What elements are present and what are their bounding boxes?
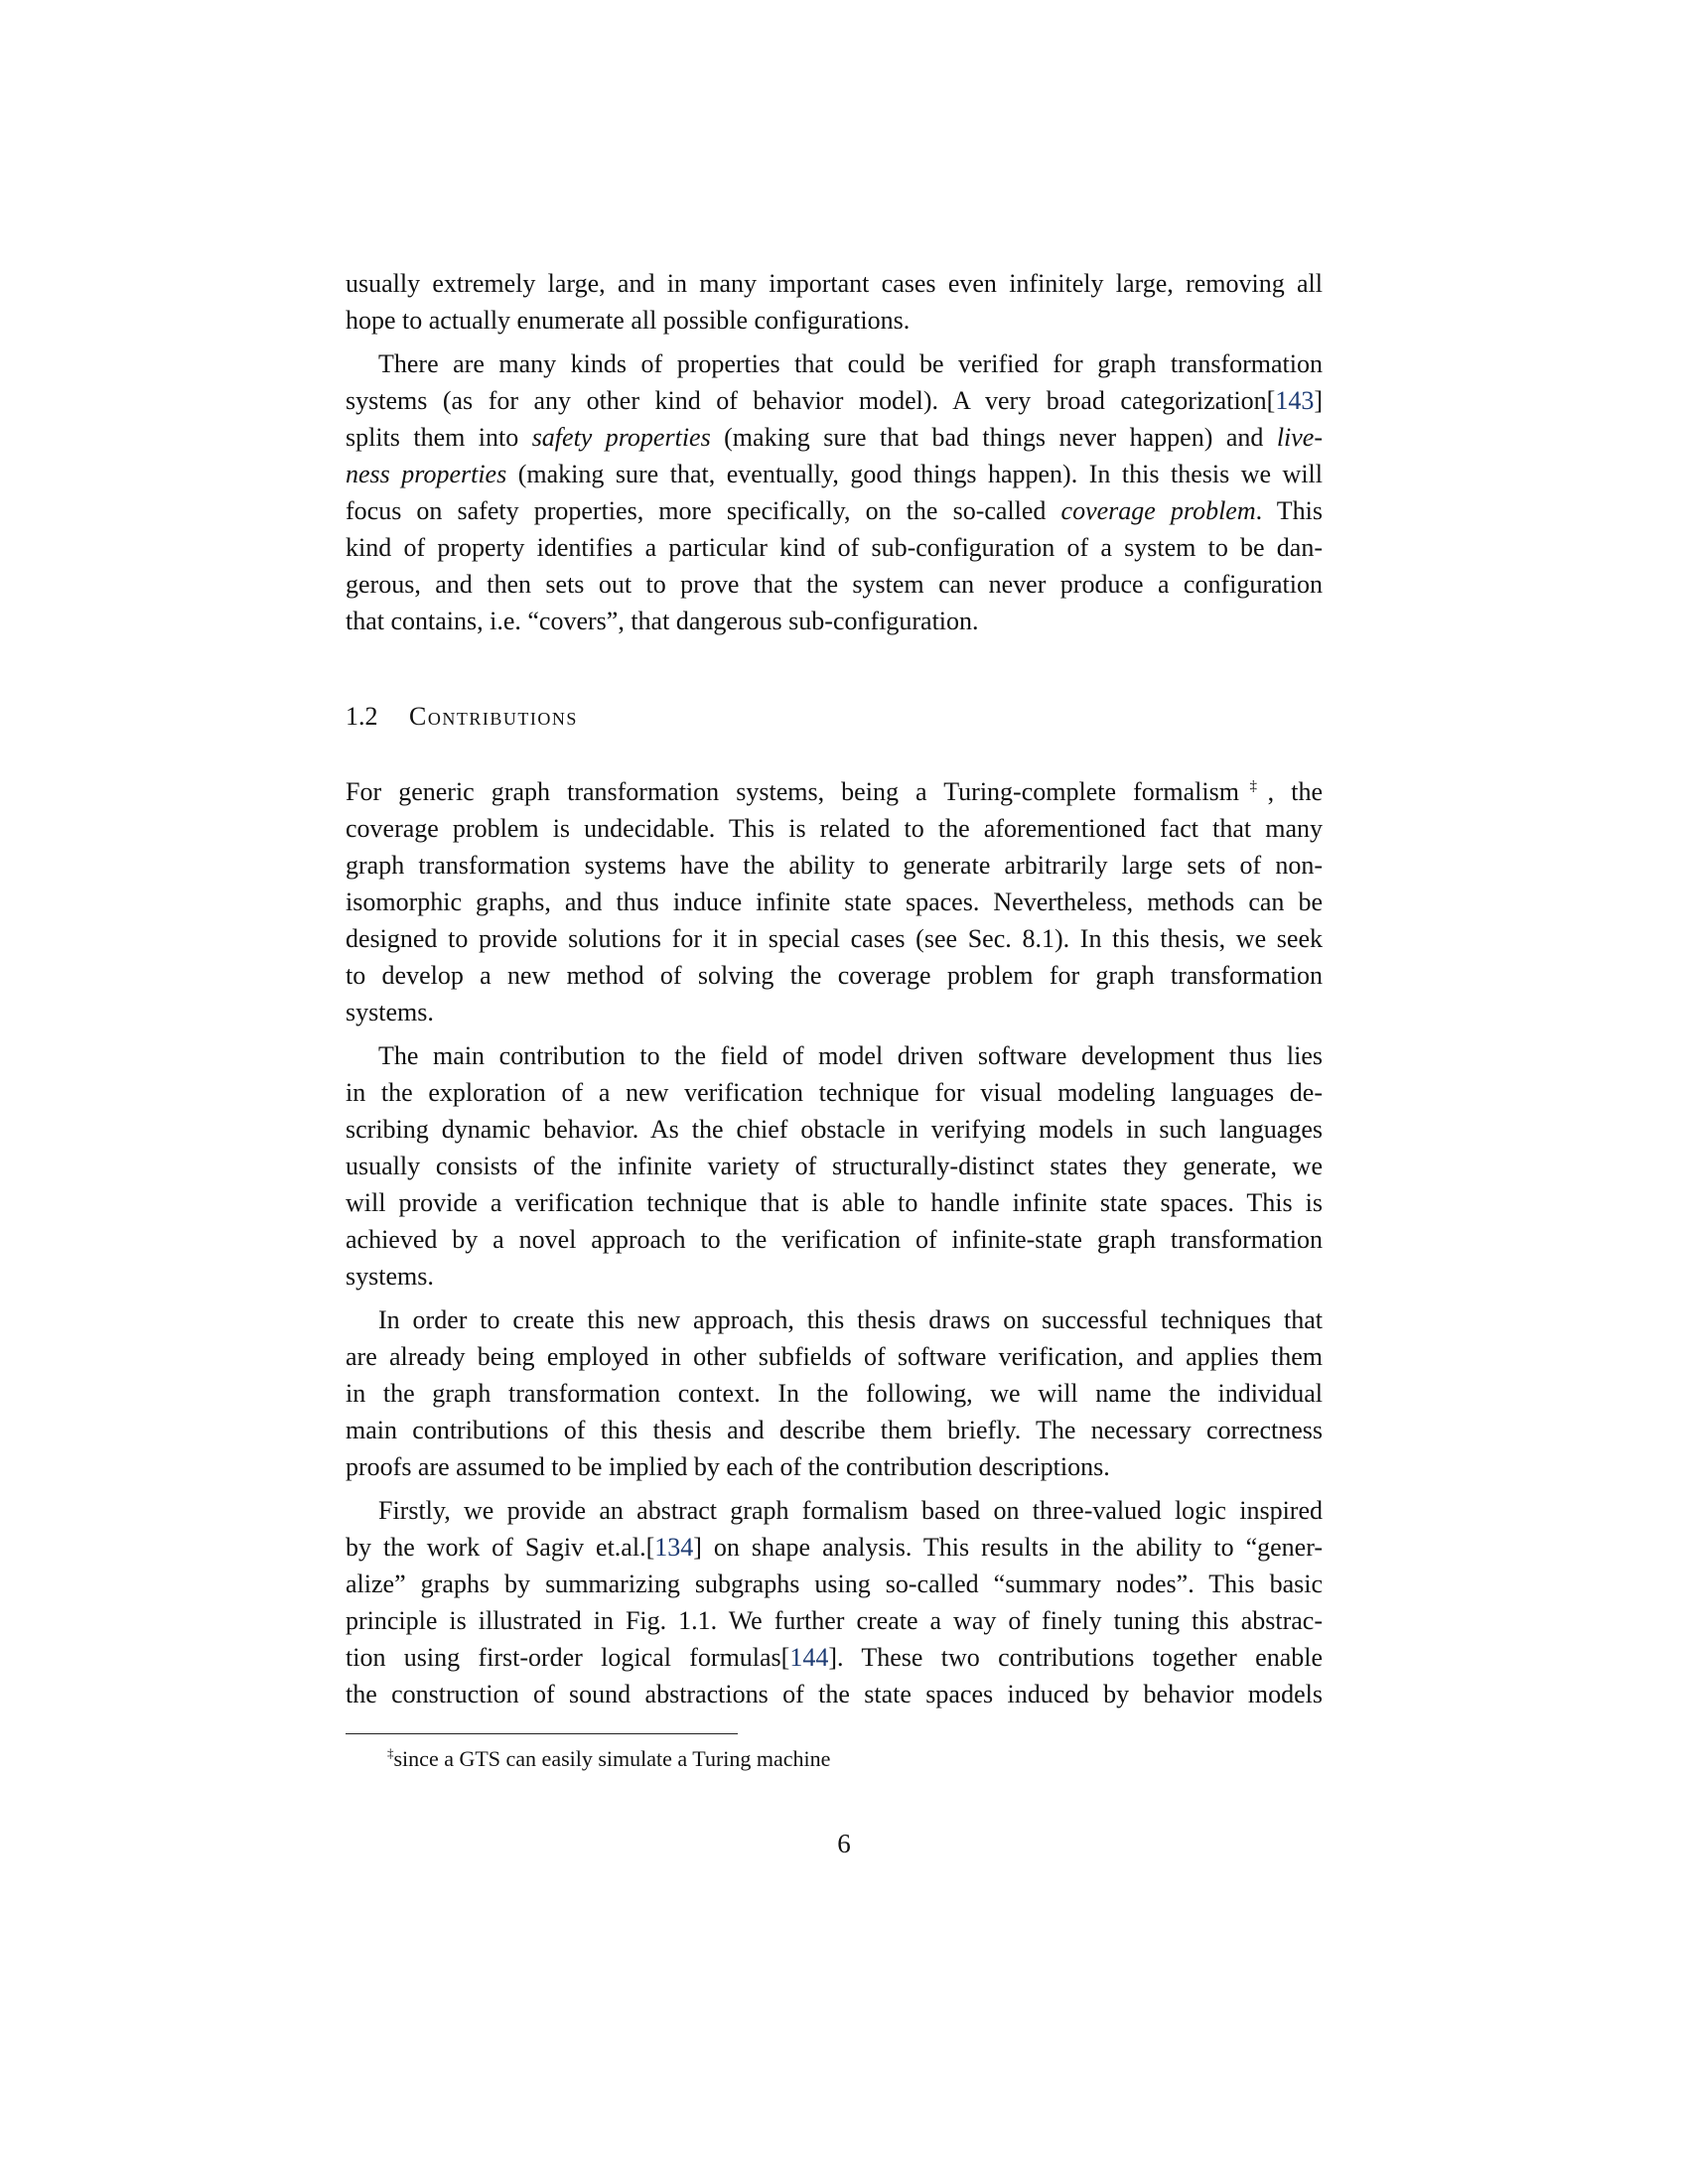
text-line — [346, 603, 1323, 639]
text-run: graph transformation systems have the ability to generate arbitrarily large sets of non- — [346, 851, 1323, 880]
text-line — [346, 1412, 1323, 1448]
text-run: in the graph transformation context. In the following, we will name the individual — [346, 1379, 1323, 1408]
text-run: systems. — [346, 1262, 434, 1291]
text-run: For generic graph transformation systems, being a Turing-complete formalism — [346, 777, 1239, 806]
text-run: (making sure that bad things never happen) and — [710, 423, 1277, 452]
body-text-top — [346, 265, 1323, 639]
text-run: . This — [1255, 496, 1323, 525]
citation-link[interactable]: 144 — [789, 1643, 829, 1672]
text-line — [346, 1676, 1323, 1712]
emphasis: live- — [1276, 423, 1323, 452]
text-run: ] — [1314, 386, 1323, 415]
text-run: usually extremely large, and in many important cases even infinitely large, removing all — [346, 269, 1323, 298]
text-line — [346, 773, 1323, 810]
text-run: splits them into — [346, 423, 532, 452]
text-line — [346, 302, 1323, 339]
citation-link[interactable]: 134 — [654, 1533, 694, 1562]
text-run: by the work of Sagiv et.al.[ — [346, 1533, 655, 1562]
text-line — [346, 1221, 1323, 1258]
text-run: (making sure that, eventually, good things happen). In this thesis we will — [506, 460, 1323, 488]
text-run: ] on shape analysis. This results in the ability to “gener- — [693, 1533, 1323, 1562]
text-line — [346, 492, 1323, 529]
text-line — [346, 566, 1323, 603]
paragraph — [346, 773, 1323, 1030]
text-run: principle is illustrated in Fig. 1.1. We further create a way of finely tuning this abstrac- — [346, 1606, 1323, 1635]
text-run: There are many kinds of properties that could be verified for graph transformation — [378, 349, 1323, 378]
text-line — [346, 884, 1323, 920]
citation-link[interactable]: 143 — [1275, 386, 1315, 415]
text-run: focus on safety properties, more specifically, on the so-called — [346, 496, 1061, 525]
text-line — [346, 1602, 1323, 1639]
text-run: achieved by a novel approach to the verification of infinite-state graph transformation — [346, 1225, 1323, 1254]
text-run: will provide a verification technique that is able to handle infinite state spaces. This is — [346, 1188, 1323, 1217]
section-heading — [346, 698, 578, 735]
text-line — [346, 1037, 1323, 1074]
text-run: isomorphic graphs, and thus induce infinite state spaces. Nevertheless, methods can be — [346, 887, 1323, 916]
text-line — [346, 1184, 1323, 1221]
text-run: scribing dynamic behavior. As the chief obstacle in verifying models in such languages — [346, 1115, 1323, 1144]
text-run: proofs are assumed to be implied by each of the contribution descriptions. — [346, 1452, 1110, 1481]
text-line — [346, 1148, 1323, 1184]
text-run: are already being employed in other subfields of software verification, and applies them — [346, 1342, 1323, 1371]
text-line — [346, 1375, 1323, 1412]
text-line — [346, 810, 1323, 847]
text-run: main contributions of this thesis and describe them briefly. The necessary correctness — [346, 1416, 1323, 1444]
text-run: coverage problem is undecidable. This is related to the aforementioned fact that many — [346, 814, 1323, 843]
text-line — [346, 994, 1323, 1030]
text-run: ]. These two contributions together enable — [828, 1643, 1323, 1672]
text-line — [346, 1074, 1323, 1111]
text-line — [346, 1566, 1323, 1602]
text-run: in the exploration of a new verification technique for visual modeling languages de- — [346, 1078, 1323, 1107]
text-run: , the — [1267, 777, 1324, 806]
text-line — [346, 957, 1323, 994]
text-line — [346, 1111, 1323, 1148]
footnote-mark: ‡ — [387, 1745, 394, 1760]
section-title: Contributions — [409, 702, 578, 731]
text-run: to develop a new method of solving the coverage problem for graph transformation — [346, 961, 1323, 990]
text-run: systems. — [346, 998, 434, 1026]
footnote — [387, 1743, 830, 1775]
text-run: tion using first-order logical formulas[ — [346, 1643, 790, 1672]
text-run: gerous, and then sets out to prove that the system can never produce a configuration — [346, 570, 1323, 599]
text-run: the construction of sound abstractions of the state spaces induced by behavior models — [346, 1680, 1323, 1708]
text-run: systems (as for any other kind of behavior model). A very broad categorization[ — [346, 386, 1276, 415]
text-line — [346, 1639, 1323, 1676]
text-run: In order to create this new approach, this thesis draws on successful techniques that — [378, 1305, 1323, 1334]
text-line — [346, 1492, 1323, 1529]
text-line — [346, 382, 1323, 419]
text-line — [346, 456, 1323, 492]
text-line — [346, 1301, 1323, 1338]
text-run: Firstly, we provide an abstract graph formalism based on three-valued logic inspired — [378, 1496, 1323, 1525]
paragraph — [346, 265, 1323, 339]
page-number: 6 — [837, 1829, 851, 1858]
text-run: hope to actually enumerate all possible configurations. — [346, 306, 911, 335]
section-number: 1.2 — [346, 702, 378, 731]
paragraph — [346, 345, 1323, 639]
text-run: usually consists of the infinite variety of structurally-distinct states they generate, we — [346, 1152, 1323, 1180]
text-line — [346, 1258, 1323, 1295]
text-run: designed to provide solutions for it in special cases (see Sec. 8.1). In this thesis, we seek — [346, 924, 1323, 953]
text-line — [346, 529, 1323, 566]
text-line — [346, 265, 1323, 302]
text-run: that contains, i.e. “covers”, that dangerous sub-configuration. — [346, 607, 979, 635]
footnote-ref[interactable]: ‡ — [1238, 778, 1268, 794]
text-line — [346, 1448, 1323, 1485]
emphasis: safety properties — [531, 423, 711, 452]
text-line — [346, 920, 1323, 957]
paragraph — [346, 1492, 1323, 1712]
text-line — [346, 345, 1323, 382]
body-text-bottom — [346, 773, 1323, 1712]
emphasis: ness properties — [346, 460, 507, 488]
text-run: The main contribution to the field of model driven software development thus lies — [378, 1041, 1323, 1070]
paragraph — [346, 1037, 1323, 1295]
text-line — [346, 1338, 1323, 1375]
text-line — [346, 419, 1323, 456]
text-run: alize” graphs by summarizing subgraphs using so-called “summary nodes”. This basic — [346, 1570, 1323, 1598]
paragraph — [346, 1301, 1323, 1485]
text-line — [346, 1529, 1323, 1566]
footnote-text: since a GTS can easily simulate a Turing machine — [393, 1746, 831, 1771]
text-line — [346, 847, 1323, 884]
footnote-rule — [346, 1733, 738, 1734]
text-run: kind of property identifies a particular kind of sub-configuration of a system to be dan- — [346, 533, 1323, 562]
emphasis: coverage problem — [1060, 496, 1256, 525]
